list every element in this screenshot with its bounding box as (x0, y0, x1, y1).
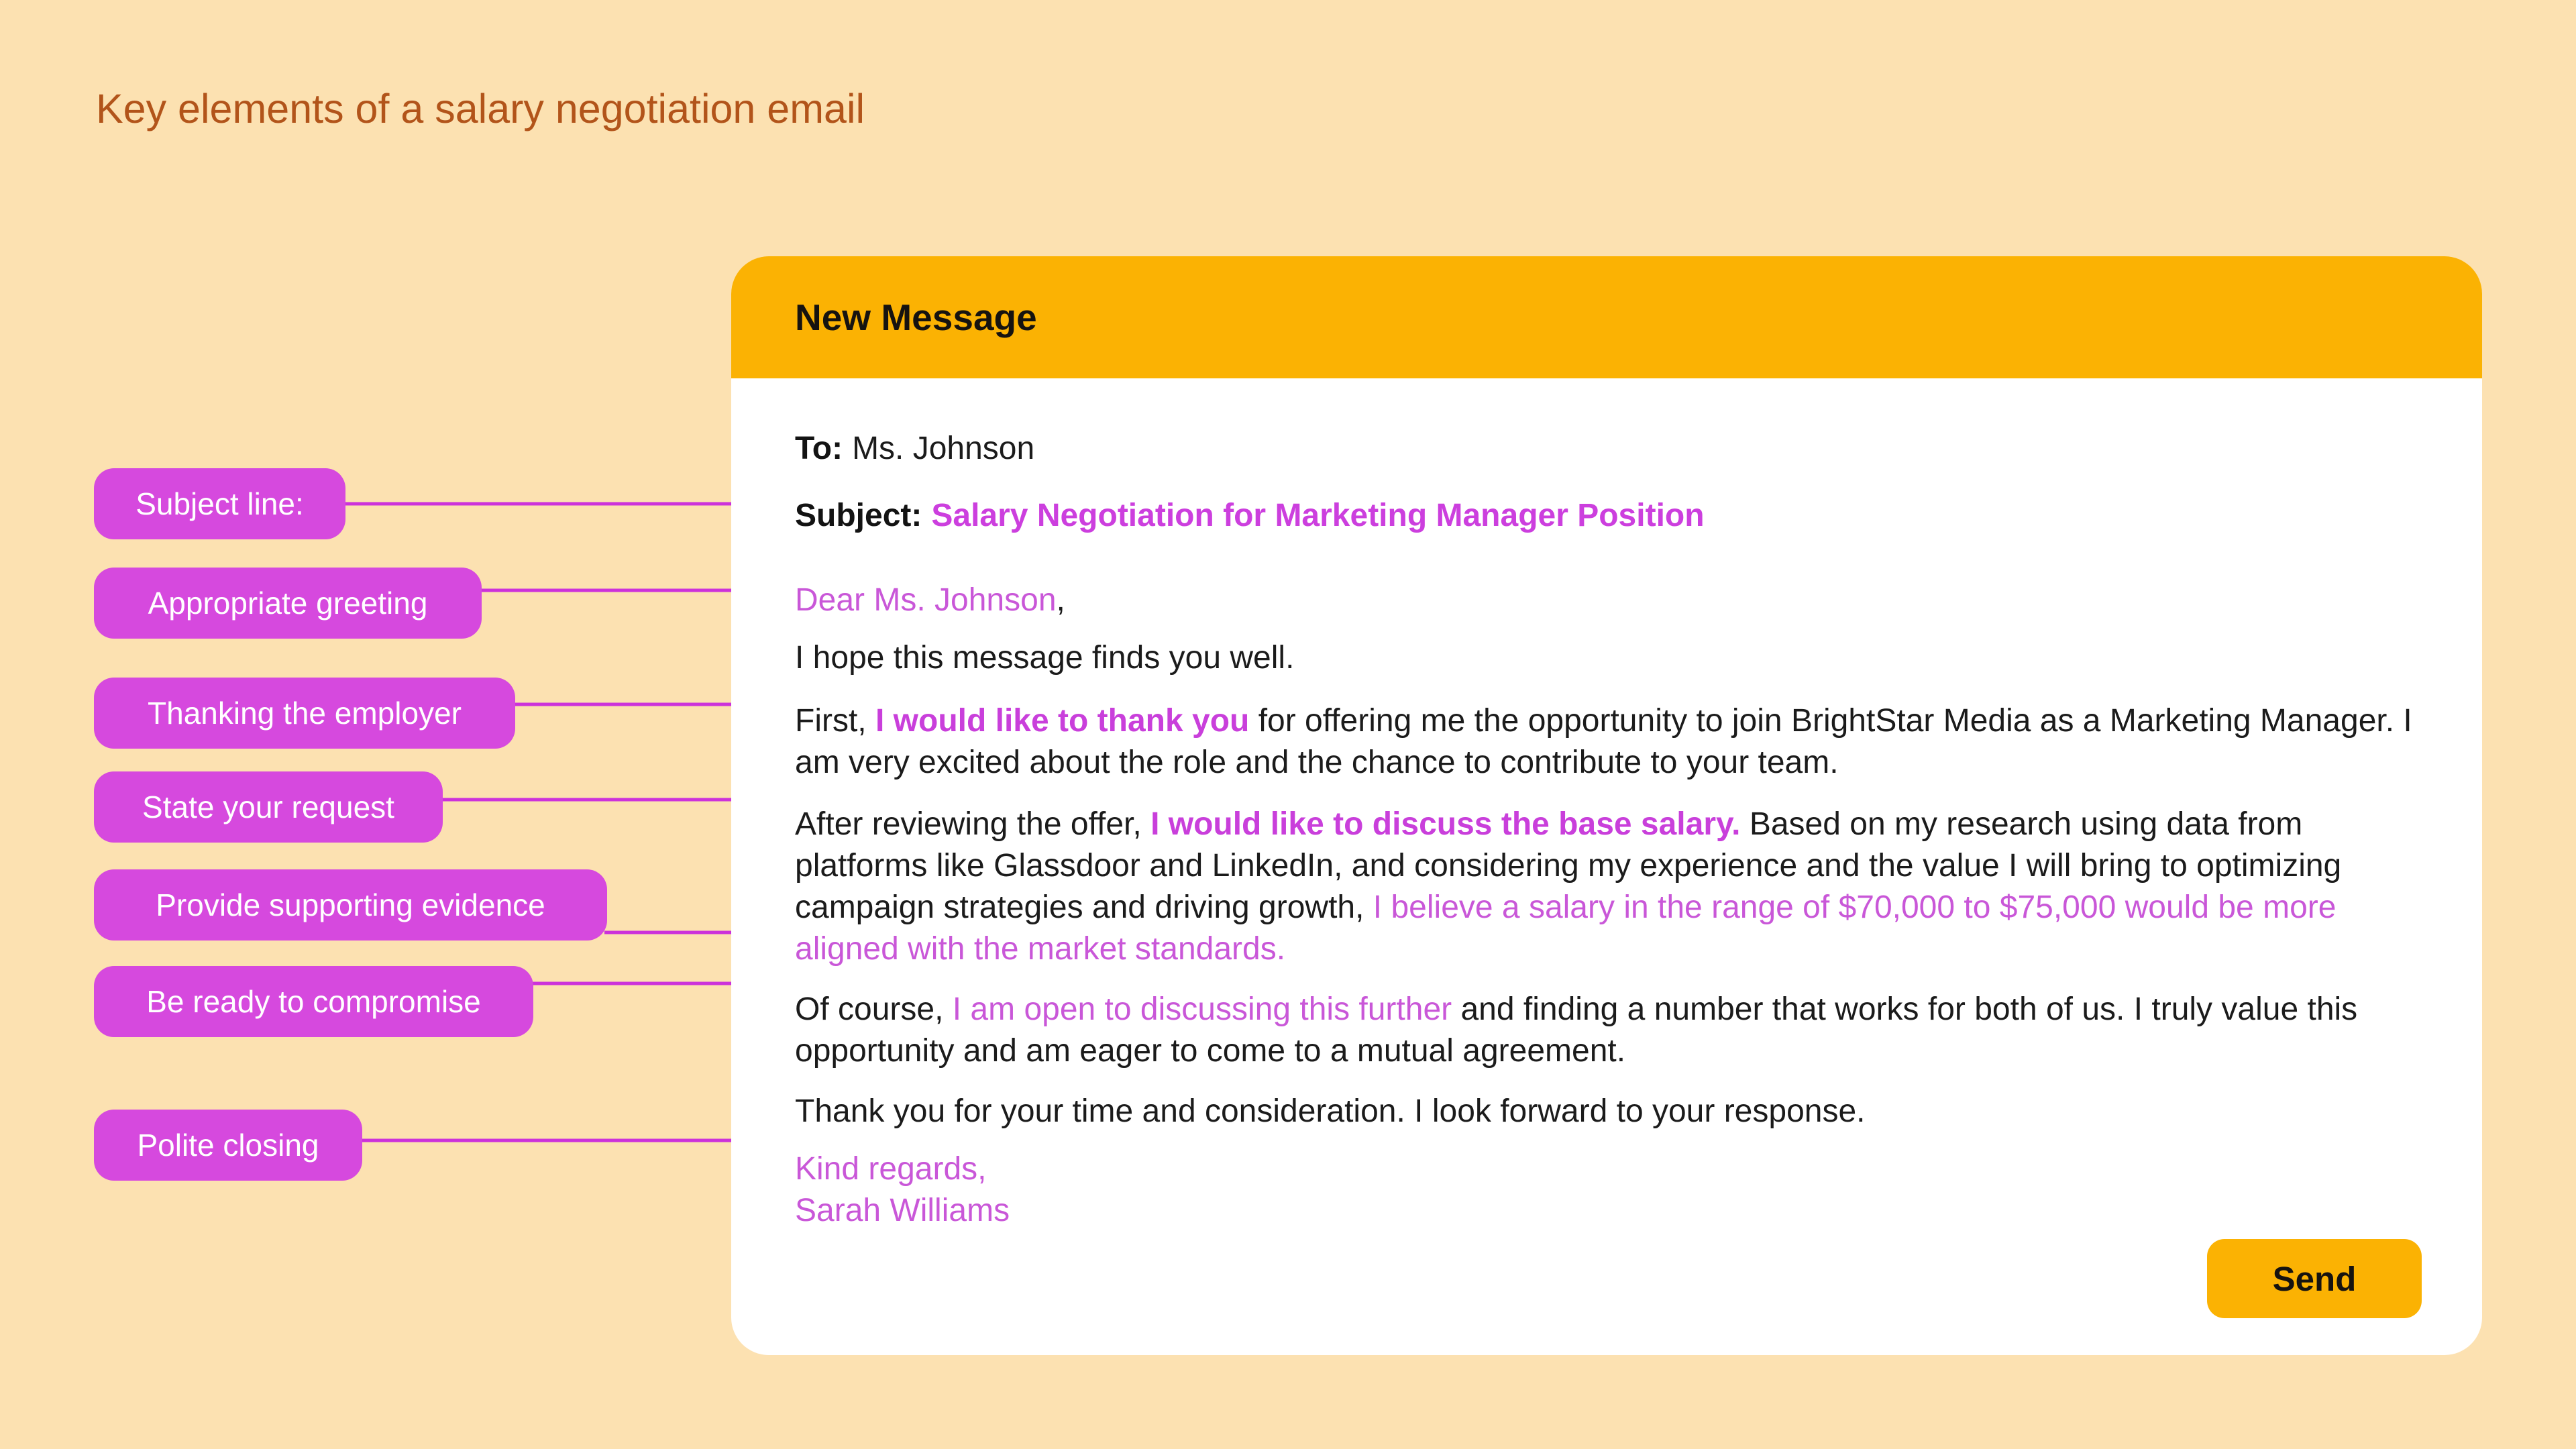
appropriate-greeting-arrow-icon (479, 569, 773, 612)
email-text-segment: Thank you for your time and consideration. I look forward to your response. (795, 1093, 1866, 1129)
subject-field (795, 495, 2435, 537)
email-paragraph (795, 637, 2435, 679)
email-text-segment: Based on my research using data from platforms like Glassdoor and LinkedIn, and considering my experience and the value I will bring to optimizing campaign strategies and driving growth, (795, 806, 2342, 925)
annotation-pill-be-ready-to-compromise: Be ready to compromise (94, 966, 533, 1037)
email-text-segment: for offering me the opportunity to join BrightStar Media as a Marketing Manager. I am very excited about the role and the chance to contribute to your team. (795, 703, 2412, 780)
email-paragraph (795, 1091, 2435, 1132)
email-window (731, 256, 2482, 1355)
subject-value: Salary Negotiation for Marketing Manager Position (931, 498, 1705, 533)
annotation-pill-thanking-the-employer: Thanking the employer (94, 678, 515, 749)
email-text-segment: Dear Ms. Johnson (795, 582, 1057, 618)
email-closing (795, 1148, 2435, 1232)
annotation-pill-appropriate-greeting: Appropriate greeting (94, 568, 482, 639)
email-body (731, 378, 2482, 1232)
annotation-pill-polite-closing: Polite closing (94, 1110, 362, 1181)
page-title: Key elements of a salary negotiation email (96, 86, 865, 131)
email-paragraph (795, 804, 2435, 970)
email-text-segment: Kind regards, (795, 1151, 987, 1187)
to-field (795, 428, 2435, 470)
email-text-segment: , (1056, 582, 1065, 618)
email-text-segment: and finding a number that works for both of us. I truly value this opportunity and am eager to come to a mutual agreement. (795, 991, 2358, 1069)
subject-line-arrow-icon (343, 482, 773, 525)
annotation-pill-provide-supporting-evidence: Provide supporting evidence (94, 869, 607, 941)
email-paragraph (795, 700, 2435, 784)
email-text-segment: After reviewing the offer, (795, 806, 1151, 842)
email-paragraph (795, 580, 2435, 621)
email-text-segment: Sarah Williams (795, 1193, 1010, 1228)
annotation-pill-state-your-request: State your request (94, 771, 443, 843)
subject-label: Subject: (795, 498, 922, 533)
window-title: New Message (795, 297, 1037, 338)
email-text-segment: First, (795, 703, 875, 739)
email-window-header (731, 256, 2482, 378)
email-text-segment: I believe a salary in the range of $70,000 to $75,000 would be more aligned with the market standards. (795, 890, 2337, 967)
email-text-segment: I would like to discuss the base salary. (1150, 806, 1741, 842)
email-text-segment: I hope this message finds you well. (795, 640, 1295, 676)
to-label: To: (795, 431, 843, 466)
email-paragraph (795, 989, 2435, 1072)
polite-closing-arrow-icon (360, 1119, 773, 1162)
annotation-pill-subject-line: Subject line: (94, 468, 345, 539)
to-value: Ms. Johnson (852, 431, 1035, 466)
state-your-request-arrow-icon (440, 778, 773, 821)
email-text-segment: Of course, (795, 991, 953, 1027)
email-text-segment: I am open to discussing this further (952, 991, 1452, 1027)
email-paragraphs (795, 580, 2435, 1232)
email-text-segment: I would like to thank you (875, 703, 1250, 739)
send-button[interactable]: Send (2207, 1239, 2422, 1318)
